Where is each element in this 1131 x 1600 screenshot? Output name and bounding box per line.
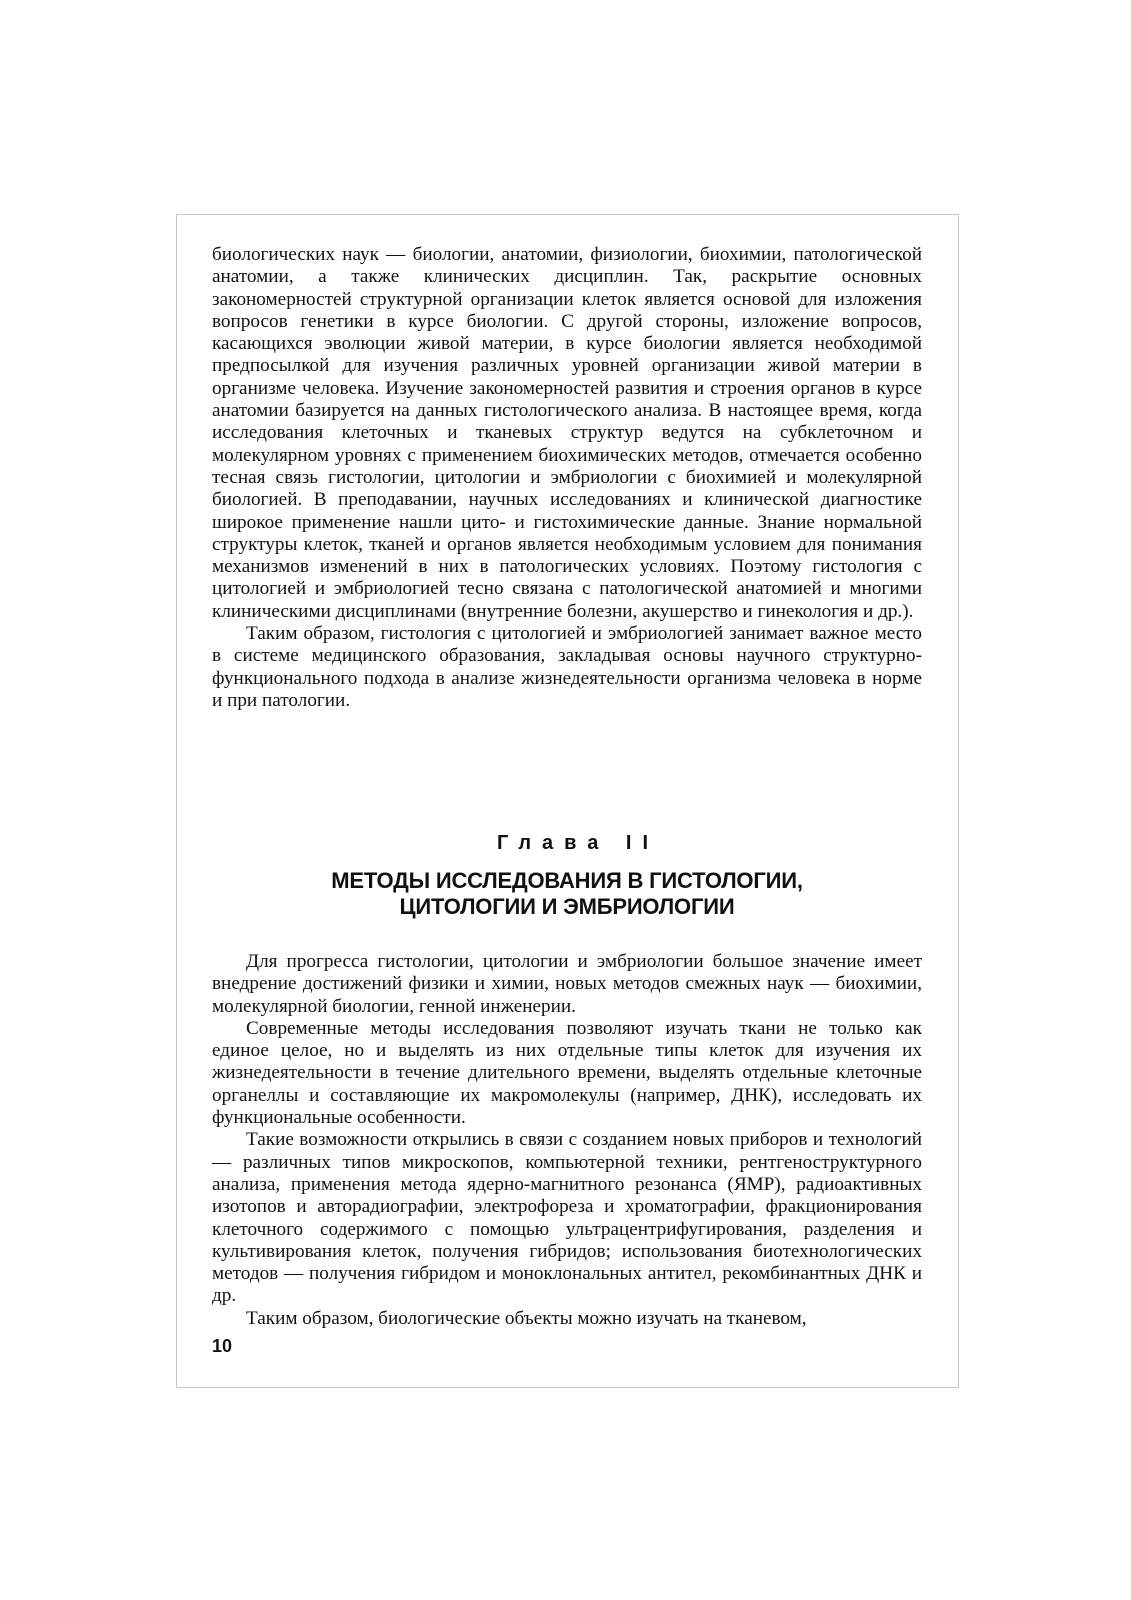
chapter-title-line-1: МЕТОДЫ ИССЛЕДОВАНИЯ В ГИСТОЛОГИИ, [331, 868, 803, 893]
paragraph: биологических наук — биологии, анатомии, физиологии, биохимии, патологической анатомии, а также клинических дисциплин. Так, раскрытие основных закономерностей структурной организации клеток является основой для изложения вопросов генетики в курсе биологии. С другой стороны, изложение вопросов, касающихся эволюции живой материи, в курсе биологии является необходимой предпосылкой для изучения различных уровней организации живой материи в организме человека. Изучение закономерностей развития и строения органов в курсе анатомии базируется на данных гистологического анализа. В настоящее время, когда исследования клеточных и тканевых структур ведутся на субклеточном и молекулярном уровнях с применением биохимических методов, отмечается особенно тесная связь гистологии, цитологии и эмбриологии с биохимией и молекулярной биологией. В преподавании, научных исследованиях и клинической диагностике широкое применение нашли цито- и гистохимические данные. Знание нормальной структуры клеток, тканей и органов является необходимым условием для понимания механизмов изменений в них в патологических условиях. Поэтому гистология с цитологией и эмбриологией тесно связана с патологической анатомией и многими клиническими дисциплинами (внутренние болезни, акушерство и гинекология и др.). [212, 244, 922, 622]
chapter-label: Глава II [497, 832, 659, 854]
paragraph: Для прогресса гистологии, цитологии и эмбриологии большое значение имеет внедрение достижений физики и химии, новых методов смежных наук — биохимии, молекулярной биологии, генной инженерии. [212, 951, 922, 1017]
paragraph: Таким образом, гистология с цитологией и эмбриологией занимает важное место в системе медицинского образования, закладывая основы научного структурно-функционального подхода в анализе жизнедеятельности организма человека в норме и при патологии. [212, 623, 922, 711]
chapter-title-line-2: ЦИТОЛОГИИ И ЭМБРИОЛОГИИ [399, 894, 735, 919]
text-block-bottom [212, 951, 922, 1330]
paragraph: Такие возможности открылись в связи с созданием новых приборов и технологий — различных типов микроскопов, компьютерной техники, рентгеноструктурного анализа, применения метода ядерно-магнитного резонанса (ЯМР), радиоактивных изотопов и авторадиографии, электрофореза и хроматографии, фракционирования клеточного содержимого с помощью ультрацентрифугирования, разделения и культивирования клеток, получения гибридов; использования биотехнологических методов — получения гибридом и моноклональных антител, рекомбинантных ДНК и др. [212, 1129, 922, 1307]
text-block-top [212, 244, 922, 712]
paragraph: Современные методы исследования позволяют изучать ткани не только как единое целое, но и выделять из них отдельные типы клеток для изучения их жизнедеятельности в течение длительного времени, выделять отдельные клеточные органеллы и составляющие их макромолекулы (например, ДНК), исследовать их функциональные особенности. [212, 1017, 922, 1129]
paragraph: Таким образом, биологические объекты можно изучать на тканевом, [246, 1307, 807, 1329]
chapter-title [212, 868, 922, 920]
page-number: 10 [212, 1336, 233, 1356]
